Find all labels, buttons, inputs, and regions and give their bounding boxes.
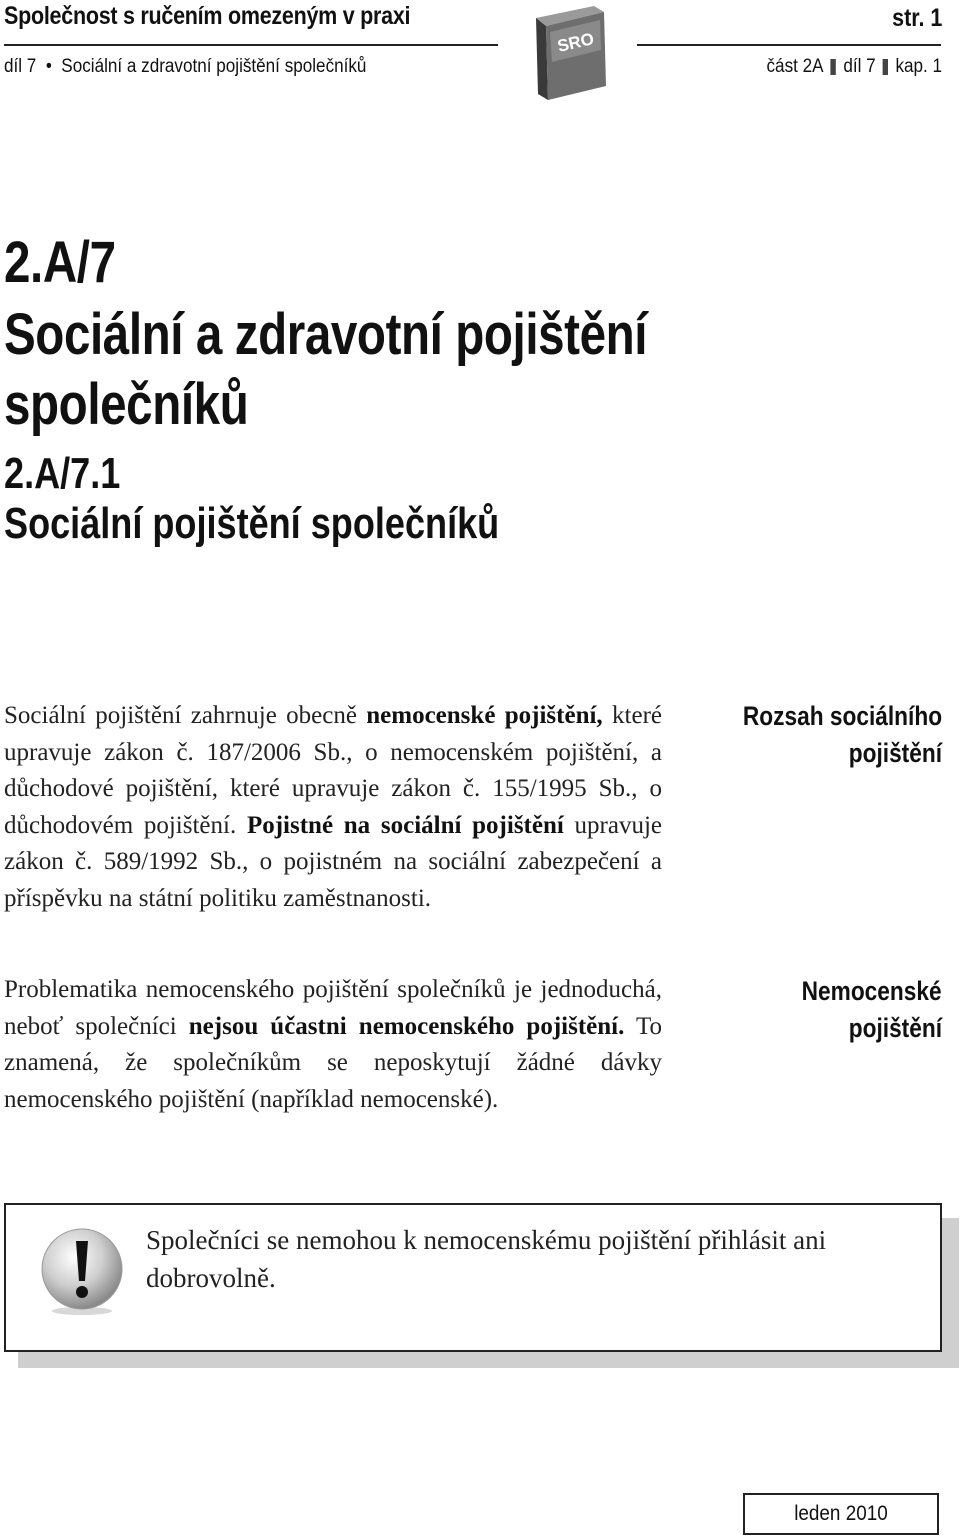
margin-note-line: Nemocenské [802, 976, 942, 1006]
exclamation-icon [36, 1225, 128, 1317]
page-number: str. 1 [891, 4, 942, 32]
warning-box [4, 1203, 942, 1352]
emphasis-text: Pojistné na sociální pojištění [246, 811, 564, 839]
separator-bar-icon [883, 59, 888, 75]
text-run: upravuje zákon č. 589/1992 Sb., o pojistném na sociální zabezpečení a příspěvku na státní politiku zaměstnanosti. [4, 811, 663, 912]
section-title: Sociální pojištění společníků [4, 499, 500, 548]
location-breadcrumb [766, 56, 942, 78]
breadcrumb-volume: díl 7 [843, 56, 876, 77]
emphasis-text: nejsou účastni nemocenského pojištění. [188, 1012, 625, 1040]
paragraph-social-insurance [4, 698, 662, 917]
text-run: Problematika nemocenského pojištění společníků je jednoduchá, neboť společníci [4, 976, 662, 1040]
publication-title: Společnost s ručením omezeným v praxi [4, 2, 411, 30]
paragraph-sickness-insurance [4, 972, 662, 1118]
footer-date: leden 2010 [794, 1502, 888, 1525]
text-run: které upravuje zákon č. 187/2006 Sb., o nemocenském pojištění, a důchodové pojištění, které upravuje zákon č. 155/1995 Sb., o důchodovém pojištění. [4, 702, 662, 839]
breadcrumb-chapter: kap. 1 [895, 56, 942, 77]
margin-note-line: pojištění [848, 738, 942, 768]
warning-text: Společníci se nemohou k nemocenskému pojištění přihlásit ani dobrovolně. [146, 1225, 827, 1293]
section-line: díl 7 • Sociální a zdravotní pojištění společníků [4, 56, 367, 77]
chapter-title-line-1: Sociální a zdravotní pojištění [4, 302, 648, 367]
breadcrumb-part: část 2A [766, 56, 824, 77]
margin-note-line: pojištění [848, 1013, 942, 1043]
margin-note-scope [682, 698, 942, 772]
separator-bar-icon [831, 59, 836, 75]
emphasis-text: nemocenské pojištění, [366, 702, 603, 729]
header-rule-left [4, 44, 498, 46]
footer-date-box [743, 1493, 939, 1535]
sro-book-icon [528, 4, 610, 104]
text-run: To znamená, že společníkům se neposkytují žádné dávky nemocenského pojištění (například nemocenské). [4, 1012, 662, 1113]
header-rule-right [637, 44, 941, 46]
chapter-title-line-2: společníků [4, 372, 249, 437]
margin-note-sickness [682, 973, 942, 1047]
logo-text: SRO [555, 29, 596, 56]
chapter-number: 2.A/7 [4, 230, 116, 295]
text-run: Sociální pojištění zahrnuje obecně [4, 702, 367, 729]
section-number: 2.A/7.1 [4, 449, 121, 498]
margin-note-line: Rozsah sociálního [742, 701, 942, 731]
